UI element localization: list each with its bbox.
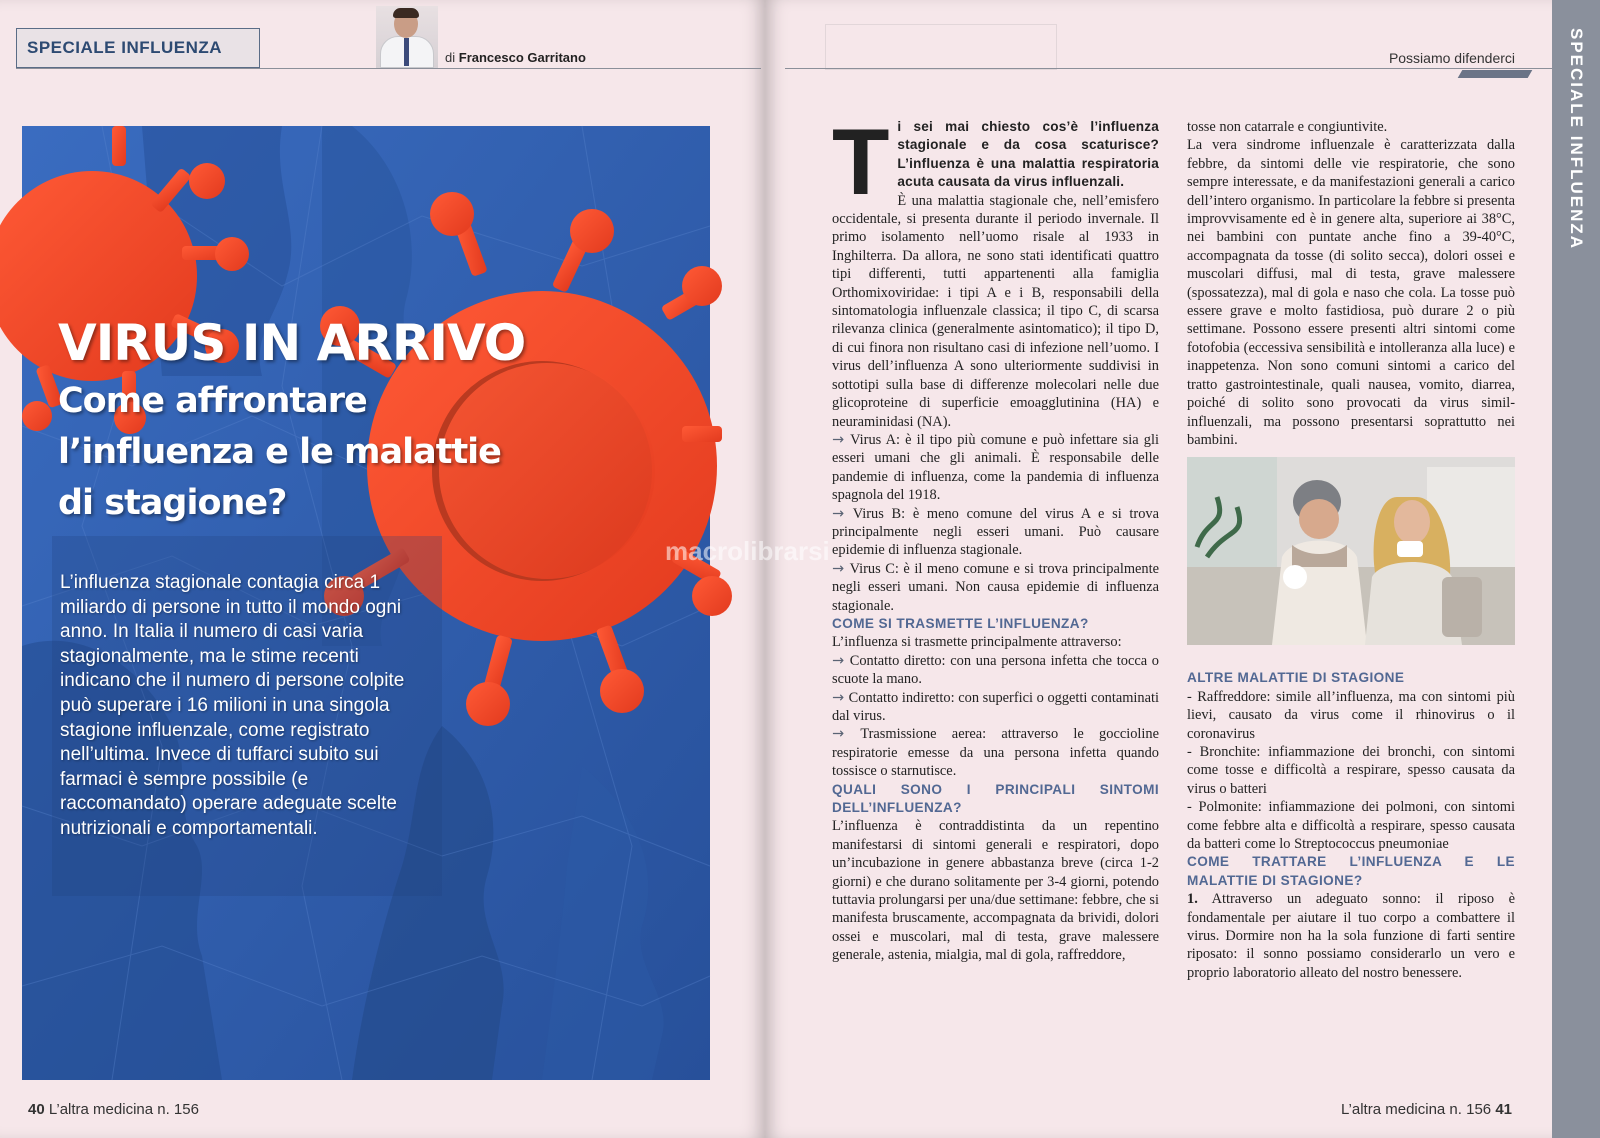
right-page [665,0,1600,1138]
body-paragraph: L’influenza si trasmette principalmente attraverso: [832,634,1122,651]
list-item: - Raffreddore: simile all’influenza, ma con sintomi più lievi, causato da virus come il rhinovirus o il coronavirus [1187,688,1515,742]
arrow-icon: → [832,505,853,522]
body-paragraph: L’influenza è contraddistinta da un repentino manifestarsi di sintomi generali e respiratori, dopo un’incubazione in genere abbastanza breve (circa 1-2 giorni) e che durano solitamente per 3-4 giorni, potendo tuttavia prolungarsi per una/due settimane: febbre, che si manifesta bruscamente, accompagnata da brividi, dolori ossei e muscolari, mal di testa, grave malessere generale, astenia, mialgia, mal di gola, raffreddore, [832,818,1159,964]
page-number-left: 40 [28,1101,45,1118]
section-heading: COME TRATTARE L’INFLUENZA E LE MALATTIE DI STAGIONE? [1187,854,1515,888]
page-folio-right [1341,1101,1512,1118]
body-paragraph: È una malattia stagionale che, nell’emisfero occidentale, si presenta durante il periodo invernale. Il primo isolamento nell’uomo risale al 1933 in Inghilterra. Da allora, ne sono stati identificati quattro tipi differenti, tutti appartenenti alla famiglia Orthomixoviridae: i tipi A e i B, responsabili della sintomatologia influenzale classica; il tipo C, di scarsa rilevanza clinica (generalmente asintomatico); il tipo D, di cui finora non risultano casi di infezione nell’uomo. I virus dell’influenza A sono ulteriormente suddivisi in sottotipi sulla base di differenze molecolari nelle due glicoproteine di superficie emoagglutinina (HA) e neuraminidasi (NA). [832,192,1159,430]
list-item: - Bronchite: infiammazione dei bronchi, con sintomi come tosse e difficoltà a respirare, spesso causata da virus o batteri [1187,743,1515,797]
body-paragraph: tosse non catarrale e congiuntivite. [1187,119,1388,135]
drop-cap: T [832,109,890,214]
author-photo [376,6,438,68]
section-heading: QUALI SONO I PRINCIPALI SINTOMI DELL’INFLUENZA? [832,781,1159,816]
bullet-item: → Contatto indiretto: con superfici o oggetti contaminati dal virus. [832,689,1159,724]
magazine-issue-left: L’altra medicina n. 156 [48,1101,199,1118]
show-through-ghost [825,24,1057,70]
list-item: - Polmonite: infiammazione dei polmoni, con sintomi come febbre alta e difficoltà a respirare, spesso causata da batteri come lo Streptococcus pneumoniae [1187,799,1515,852]
article-title: VIRUS IN ARRIVO [58,314,526,372]
arrow-icon: → [832,560,850,577]
page-number-right: 41 [1495,1101,1512,1118]
section-tag: SPECIALE INFLUENZA [16,28,260,68]
bullet-item: → Virus B: è meno comune del virus A e si trova principalmente negli esseri umani. Può causare epidemie di influenza stagionale. [832,505,1159,559]
header-accent [1458,70,1533,78]
article-subtitle: Come affrontare l’influenza e le malattie di stagione? [58,381,501,523]
text-column-2 [1187,118,1515,982]
arrow-icon: → [832,431,851,448]
article-intro: L’influenza stagionale contagia circa 1 miliardo di persone in tutto il mondo ogni anno. In Italia il numero di casi varia stagionalmente, ma le stime recenti indicano che il numero di persone colpite può superare i 16 milioni in una singola stagione influenzale, come registrato nell’ultima. Invece di tuffarci subito sui farmaci è sempre possibile (e raccomandato) operare adeguate scelte nutrizionali e comportamentali. [60,572,405,839]
watermark: macrolibrarsi [665,536,830,566]
section-heading: COME SI TRASMETTE L’INFLUENZA? [832,615,1089,631]
text-column-1 [832,109,1159,965]
bullet-item: → Virus A: è il tipo più comune e può infettare sia gli esseri umani che gli animali. È responsabile delle pandemie di influenza, come la pandemia di influenza spagnola del 1918. [832,431,1159,504]
arrow-icon: → [832,689,849,706]
running-head: Possiamo difenderci [1388,50,1515,66]
arrow-icon: → [832,652,850,669]
section-heading: ALTRE MALATTIE DI STAGIONE [1187,670,1405,686]
bullet-item: → Trasmissione aerea: attraverso le goccioline respiratorie emesse da una persona infetta quando tossisce o starnutisce. [832,726,1159,780]
body-paragraph: 1. Attraverso un adeguato sonno: il riposo è fondamentale per aiutare il tuo corpo a combattere il virus. Dormire non ha la sola funzione di farti sentire riposato: il sonno possiamo considerarlo un vero e proprio laboratorio alleato del nostro benessere. [1187,891,1515,981]
lead-paragraph: i sei mai chiesto cos’è l’influenza stagionale e da cosa scaturisce? L’influenza è una malattia respiratoria acuta causata da virus influenzali. [897,119,1159,190]
bullet-item: → Virus C: è il meno comune e si trova principalmente negli esseri umani. Non causa epidemie di influenza stagionale. [832,560,1159,614]
byline-prefix: di [445,50,456,65]
header-rule-right [785,68,1555,69]
vertical-section-tag: SPECIALE INFLUENZA [1567,28,1586,251]
left-page [0,0,765,1138]
author-name: Francesco Garritano [458,50,586,65]
page-folio-left [28,1101,199,1118]
hero-image [22,126,710,1080]
bullet-item: → Contatto diretto: con una persona infetta che tocca o scuote la mano. [832,652,1159,688]
body-paragraph: La vera sindrome influenzale è caratterizzata dalla febbre, da sintomi delle vie respiratorie, che sono sempre interessate, e da manifestazioni generali a carico dell’intero organismo. In particolare la febbre si presenta improvvisamente ed è in genere alta, superiore ai 38°C, nei bambini con puntate anche fino a 39-40°C, accompagnata da tosse (di solito secca), dolori ossei e muscolari diffusi, mal di testa, grave malessere (spossatezza), mal di gola e naso che cola. La tosse può essere grave e molto fastidiosa, può durare 2 o più settimane. Possono essere presenti altri sintomi come fotofobia (eccessiva sensibilità e intolleranza alla luce) e inappetenza. Non sono comuni sintomi a carico del tratto gastrointestinale, quali nausea, vomito, diarrea, poiché di solito sono provocati da virus simil-influenzali, ma possono presentarsi soprattutto nei bambini. [1187,137,1515,448]
header-rule [16,68,761,69]
magazine-issue-right: L’altra medicina n. 156 [1341,1101,1492,1118]
arrow-icon: → [832,726,861,743]
sick-couple-photo [1187,457,1515,645]
byline [445,50,586,65]
